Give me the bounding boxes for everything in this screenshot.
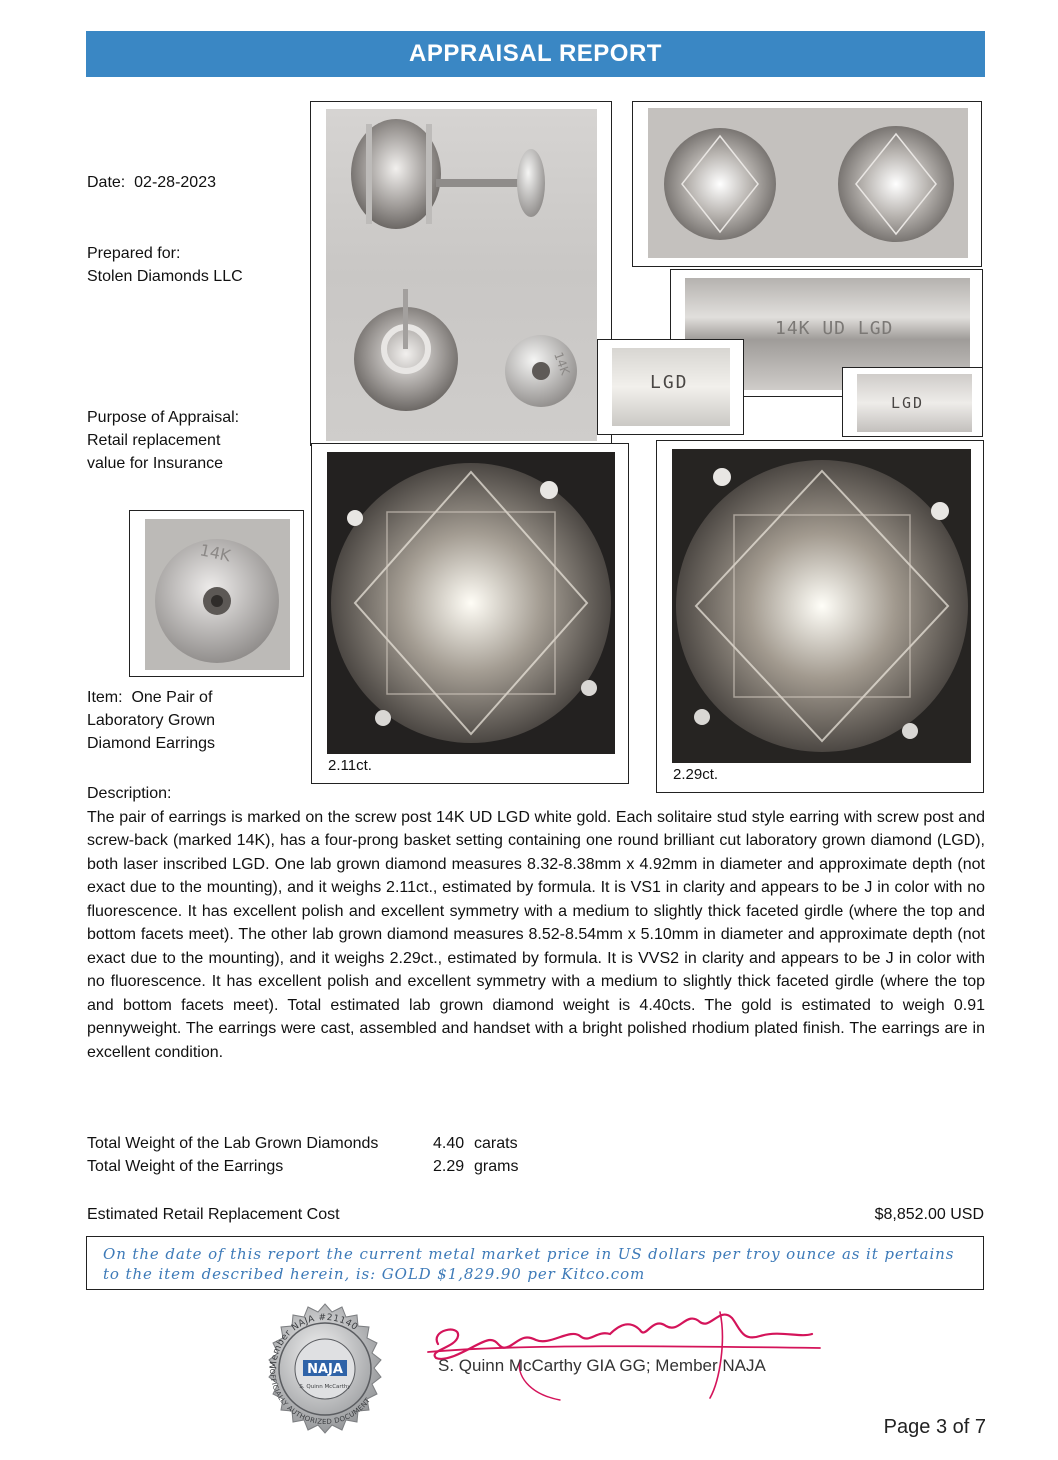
seal-ring-top: Member NAJA #21140	[268, 1312, 360, 1370]
metal-note-line-1: On the date of this report the current metal market price in US dollars per troy ounce as it pertains	[103, 1245, 955, 1263]
item-value-3: Diamond Earrings	[87, 735, 216, 752]
earring-profile-photo	[326, 109, 597, 441]
page-total: 7	[974, 1416, 986, 1438]
totals-unit: grams	[474, 1158, 519, 1175]
signature-icon	[420, 1300, 840, 1410]
photo-frame-earring-profile	[310, 101, 612, 446]
earring-illustration	[326, 109, 597, 441]
description-title: Description:	[87, 785, 172, 802]
purpose-block	[87, 406, 239, 475]
diamond-211-illustration	[327, 452, 615, 754]
totals-value: 4.40	[433, 1135, 465, 1152]
stamp-back-small: 14K	[551, 350, 573, 377]
metal-note-line-2: to the item described herein, is: GOLD $1,829.90 per Kitco.com	[103, 1265, 646, 1283]
photo-frame-diamond-229	[656, 440, 984, 793]
report-title-banner	[86, 31, 985, 77]
cost-line	[87, 1203, 984, 1226]
photo-frame-screwback	[129, 510, 304, 677]
totals-row-earrings	[87, 1155, 519, 1178]
purpose-line-2: value for Insurance	[87, 455, 224, 472]
prepared-for-block	[87, 242, 243, 288]
description-block	[87, 782, 985, 1064]
item-label: Item:	[87, 689, 123, 706]
stamp-lgd-right: LGD	[891, 394, 925, 412]
page-of: of	[952, 1416, 970, 1438]
naja-seal	[254, 1298, 396, 1440]
screwback-illustration	[145, 519, 290, 670]
page-number	[884, 1416, 986, 1439]
seal-ring-bottom: OFFICIALLY AUTHORIZED DOCUMENT	[267, 1368, 373, 1427]
seal-center: NAJA	[307, 1362, 343, 1377]
totals-unit: carats	[474, 1135, 518, 1152]
totals-row-diamonds	[87, 1132, 518, 1155]
caption-211: 2.11ct.	[328, 757, 372, 774]
pair-top-photo	[648, 108, 968, 258]
item-line-1	[87, 686, 215, 709]
page-current: 3	[935, 1416, 948, 1438]
diamond-211-photo	[327, 452, 615, 754]
screwback-photo	[145, 519, 290, 670]
date-value: 02-28-2023	[134, 174, 216, 191]
caption-229: 2.29ct.	[673, 766, 719, 783]
photo-frame-pair-top	[632, 101, 982, 267]
item-value-2: Laboratory Grown	[87, 712, 216, 729]
lgd-left-photo	[612, 348, 730, 426]
cost-label: Estimated Retail Replacement Cost	[87, 1206, 340, 1223]
seal-sub: S. Quinn McCarthy	[299, 1384, 351, 1390]
item-value-1: One Pair of	[131, 689, 213, 706]
totals-label: Total Weight of the Lab Grown Diamonds	[87, 1135, 379, 1152]
signature-block	[420, 1300, 840, 1410]
date-line	[87, 171, 216, 194]
purpose-line-1: Retail replacement	[87, 432, 221, 449]
stamp-lgd-left: LGD	[650, 372, 689, 393]
stamp-back-text: 14K	[198, 540, 233, 566]
photo-frame-lgd-left	[597, 339, 744, 435]
signature-printed: S. Quinn McCarthy GIA GG; Member NAJA	[438, 1356, 766, 1375]
photo-frame-lgd-right	[842, 367, 983, 437]
report-title: APPRAISAL REPORT	[409, 40, 662, 67]
totals-label: Total Weight of the Earrings	[87, 1158, 284, 1175]
cost-value: $8,852.00 USD	[874, 1206, 984, 1223]
photo-frame-diamond-211	[311, 443, 629, 784]
item-block	[87, 686, 215, 755]
stamp-post-text: 14K UD LGD	[775, 318, 894, 339]
totals-value: 2.29	[433, 1158, 465, 1175]
pair-illustration	[648, 108, 968, 258]
page-prefix: Page	[883, 1416, 931, 1438]
purpose-label: Purpose of Appraisal:	[87, 409, 240, 426]
metal-price-note	[86, 1236, 984, 1290]
prepared-for-value: Stolen Diamonds LLC	[87, 268, 243, 285]
totals-table	[87, 1132, 519, 1178]
diamond-229-photo	[672, 449, 971, 763]
seal-icon	[254, 1298, 396, 1440]
description-text: The pair of earrings is marked on the screw post 14K UD LGD white gold. Each solitaire stud style earring with screw post and screw-back (marked 14K), has a four-prong basket setting containing one round brilliant cut laboratory grown diamond (LGD), both laser inscribed LGD. One lab grown diamond measures 8.32-8.38mm x 4.92mm in diameter and approximate depth (not exact due to the mounting), and it weighs 2.11ct., estimated by formula. It is VS1 in clarity and appears to be J in color with no fluorescence. It has excellent polish and excellent symmetry with a medium to slightly thick faceted girdle (where the top and bottom facets meet). The other lab grown diamond measures 8.52-8.54mm x 5.10mm in diameter and approximate depth (not exact due to the mounting), and it weighs 2.29ct., estimated by formula. It is VVS2 in clarity and appears to be J in color with no fluorescence. It has excellent polish and excellent symmetry with a medium to slightly thick faceted girdle (where the top and bottom facets meet). Total estimated lab grown diamond weight is 4.40cts. The gold is estimated to weigh 0.91 pennyweight. The earrings were cast, assembled and handset with a bright polished rhodium plated finish. The earrings are in excellent condition.	[87, 808, 985, 1061]
lgd-right-photo	[857, 374, 972, 432]
prepared-for-label: Prepared for:	[87, 245, 181, 262]
diamond-229-illustration	[672, 449, 971, 763]
date-label: Date:	[87, 174, 126, 191]
